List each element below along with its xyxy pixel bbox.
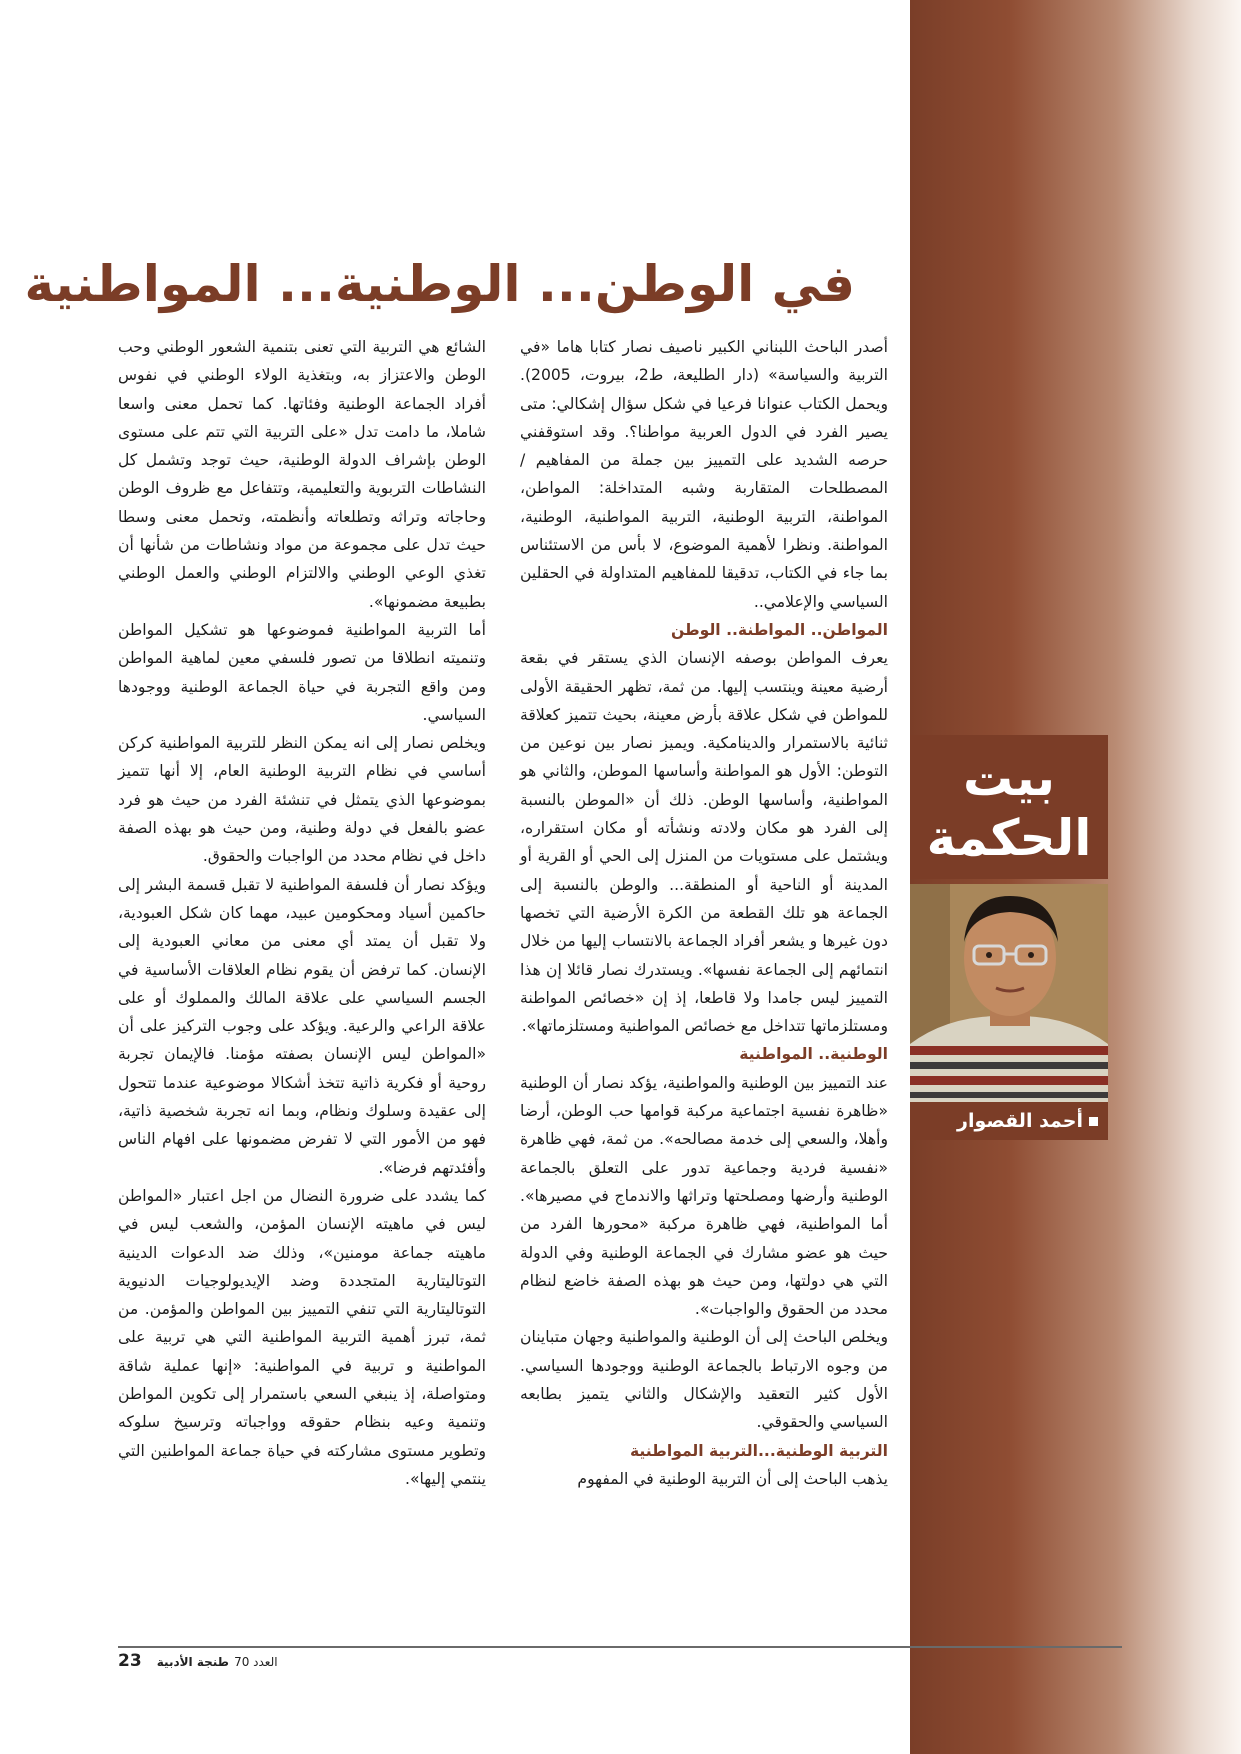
issue-number: العدد 70 (234, 1655, 278, 1669)
subheading: التربية الوطنية...التربية المواطنية (629, 1441, 888, 1460)
page-footer (118, 1651, 284, 1677)
author-name: أحمد القصوار (957, 1110, 1083, 1132)
author-photo (910, 884, 1108, 1102)
paragraph: أما التربية المواطنية فموضوعها هو تشكيل المواطن وتنميته انطلاقا من تصور فلسفي معين لماهية المواطن ومن واقع التجربة في حياة الجماعة الوطنية ووجودها السياسي. (118, 620, 486, 724)
subheading: الوطنية.. المواطنية (739, 1045, 888, 1064)
footer-divider (118, 1646, 1122, 1648)
section-label (910, 735, 1108, 879)
author-byline (910, 1102, 1108, 1140)
paragraph: أصدر الباحث اللبناني الكبير ناصيف نصار كتابا هاما «في التربية والسياسة» (دار الطليعة، ط2، بيروت، 2005). ويحمل الكتاب عنوانا فرعيا في شكل سؤال إشكالي: متى يصير الفرد في الدول العربية مواطنا؟. وقد استوقفني حرصه الشديد على التمييز بين جملة من المفاهيم /المصطلحات المتقاربة وشبه المتداخلة: المواطن، المواطنة، التربية الوطنية، التربية المواطنية، الوطنية، المواطنة. ونظرا لأهمية الموضوع، لا بأس من الاستئناس بما جاء في الكتاب، تدقيقا للمفاهيم المتداولة في الحقلين السياسي والإعلامي.. (520, 338, 889, 611)
paragraph: كما يشدد على ضرورة النضال من اجل اعتبار «المواطن ليس في ماهيته الإنسان المؤمن، والشعب ليس في ماهيته جماعة مومنين»، وذلك ضد الدعوات الدينية التوتاليتارية المتجددة وضد الإيديولوجيات الدنيوية التوتاليتارية التي تنفي التمييز بين المواطن والمؤمن. من ثمة، تبرز أهمية التربية المواطنية التي هي تربية على المواطنية و تربية في المواطنية: «إنها عملية شاقة ومتواصلة، إذ ينبغي السعي باستمرار إلى تكوين المواطن وتنمية وعيه بنظام حقوقه وواجباته وترسيخ سلوكه وتطوير مستوى مشاركته في حياة جماعة المواطنين التي ينتمي إليها». (118, 1186, 486, 1488)
paragraph: يعرف المواطن بوصفه الإنسان الذي يستقر في بقعة أرضية معينة وينتسب إليها. من ثمة، تظهر الحقيقة الأولى للمواطن في شكل علاقة بأرض معينة، بحيث تتميز كعلاقة ثنائية بالاستمرار والدينامكية. ويميز نصار بين نوعين من التوطن: الأول هو المواطنة وأساسها الموطن، والثاني هو المواطنية، وأساسها الوطن. ذلك أن «الموطن بالنسبة إلى الفرد هو مكان ولادته ونشأته أو مكان استقراره، ويشتمل على مستويات من المنزل إلى الحي أو القرية أو المدينة أو الناحية أو المنطقة... والوطن بالنسبة إلى الجماعة هو تلك القطعة من الكرة الأرضية التي تخصها دون غيرها و يشعر أفراد الجماعة بالانتساب إليها من خلال انتمائهم إلى الجماعة نفسها». ويستدرك نصار قائلا إن هذا التمييز ليس جامدا ولا قاطعا، إذ إن «خصائص المواطنة ومستلزماتها تتداخل مع خصائص المواطنية ومستلزماتها». (520, 649, 888, 1036)
paragraph: يذهب الباحث إلى أن التربية الوطنية في المفهوم (577, 1469, 888, 1488)
paragraph: عند التمييز بين الوطنية والمواطنية، يؤكد نصار أن الوطنية «ظاهرة نفسية اجتماعية مركبة قوامها حب الوطن، أرضا وأهلا، والسعي إلى خدمة مصالحه». من ثمة، فهي ظاهرة «نفسية فردية وجماعية تدور على التعلق بالجماعة الوطنية وأرضها ومصلحتها وتراثها والاندماج في مصيرها». أما المواطنية، فهي ظاهرة مركبة «محورها الفرد من حيث هو عضو مشارك في الجماعة الوطنية وفي الدولة التي هي دولتها، ومن حيث هو بهذه الصفة خاضع لنظام محدد من الحقوق والواجبات». (520, 1073, 888, 1319)
paragraph: الشائع هي التربية التي تعنى بتنمية الشعور الوطني وحب الوطن والاعتزاز به، وبتغذية الولاء الوطني في نفوس أفراد الجماعة الوطنية وفئاتها. كما تحمل معنى واسعا شاملا، ما دامت تدل «على التربية التي تتم على مستوى الوطن بإشراف الدولة الوطنية، حيث توجد وتشمل كل النشاطات التربوية والتعليمية، وتتفاعل مع ظروف الوطن وحاجاته وتراثه وتطلعاته وأنظمته، وتحمل معنى وسطا حيث تدل على مجموعة من مواد ونشاطات من شأنها أن تغذي الوعي الوطني والالتزام الوطني والعمل الوطني بطبيعة مضمونها». (118, 338, 486, 611)
paragraph: ويخلص نصار إلى انه يمكن النظر للتربية المواطنية كركن أساسي في نظام التربية الوطنية العام، إلا أنها تتميز بموضوعها الذي يتمثل في تنشئة الفرد من حيث هو فرد عضو بالفعل في دولة وطنية، ومن حيث هو بهذه الصفة داخل في نظام محدد من الواجبات والحقوق. (118, 734, 486, 866)
section-label-line2: الحكمة (926, 809, 1092, 867)
magazine-name: طنجة الأدبية (156, 1655, 229, 1669)
subheading: المواطن.. المواطنة.. الوطن (670, 620, 888, 639)
author-portrait-icon (910, 884, 1108, 1102)
page-number: 23 (118, 1651, 142, 1671)
paragraph: ويؤكد نصار أن فلسفة المواطنية لا تقبل قسمة البشر إلى حاكمين أسياد ومحكومين عبيد، مهما كان شكل العبودية، ولا تقبل أن يمتد أي معنى من معاني العبودية إلى الإنسان. كما ترفض أن يقوم نظام العلاقات الأساسية في الجسم السياسي على علاقة المالك والمملوك أو على علاقة الراعي والرعية. ويؤكد على وجوب التركيز على أن «المواطن ليس الإنسان بصفته مؤمنا. فالإيمان تجربة روحية أو فكرية ذاتية تتخذ أشكالا موضوعية عندما تتحول إلى عقيدة وسلوك ونظام، وبما انه تجربة شخصية ذاتية، فهو من الأمور التي لا تفرض مضمونها على افهام الناس وأفئدتهم فرضا». (118, 875, 486, 1177)
section-label-line1: بيت (962, 749, 1056, 807)
article-column-left (118, 333, 486, 1553)
bullet-square-icon (1089, 1117, 1098, 1126)
article-column-right (520, 333, 888, 1553)
paragraph: ويخلص الباحث إلى أن الوطنية والمواطنية وجهان متباينان من وجوه الارتباط بالجماعة الوطنية ووجودها السياسي. الأول كثير التعقيد والإشكال والثاني يتميز بطابعه السياسي والحقوقي. (520, 1328, 888, 1432)
article-title: في الوطن... الوطنية... المواطنية (24, 255, 855, 313)
